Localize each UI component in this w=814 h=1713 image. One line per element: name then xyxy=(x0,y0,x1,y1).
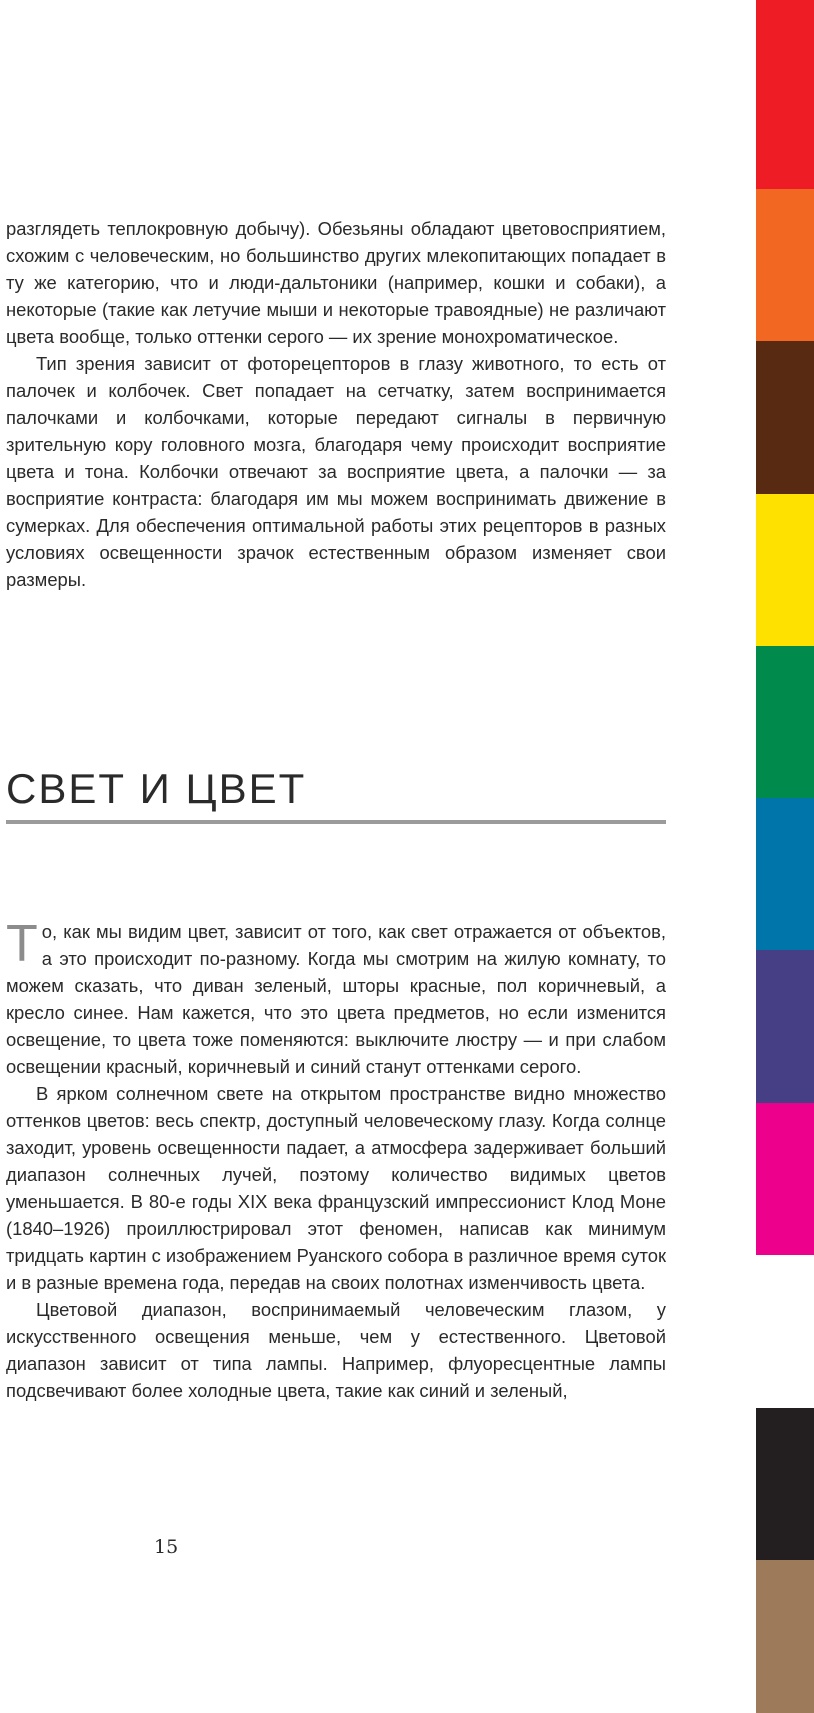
color-swatch xyxy=(756,1103,814,1255)
paragraph: Тип зрения зависит от фоторецепторов в глазу животного, то есть от палочек и колбочек. Свет попадает на сетчатку, затем воспринимается палочками и колбочками, которые передают сигналы в первичную зрительную кору головного мозга, благодаря чему происходит восприятие цвета и тона. Колбочки отвечают за восприятие цвета, а палочки — за восприятие контраста: благодаря им мы можем воспринимать движение в сумерках. Для обеспечения оптимальной работы этих рецепторов в разных условиях освещенности зрачок естественным образом изменяет свои размеры. xyxy=(6,353,666,590)
color-swatch xyxy=(756,0,814,189)
body-text-top xyxy=(6,215,666,593)
drop-cap: Т xyxy=(6,915,38,973)
color-swatch xyxy=(756,646,814,798)
lead-paragraph-text: о, как мы видим цвет, зависит от того, как свет отражается от объектов, а это происходит по-разному. Когда мы смотрим на жилую комнату, то можем сказать, что диван зеленый, шторы красные, пол коричневый, а кресло синее. Нам кажется, что это цвета предметов, но если изменится освещение, то цвета тоже поменяются: выключите люстру — и при слабом освещении красный, коричневый и синий станут оттенками серого. xyxy=(6,921,666,1077)
color-swatch xyxy=(756,189,814,341)
section-title: СВЕТ И ЦВЕТ xyxy=(6,765,307,812)
title-underline xyxy=(6,820,666,824)
color-swatch xyxy=(756,1408,814,1560)
color-swatch xyxy=(756,1560,814,1713)
paragraph: Цветовой диапазон, воспринимаемый человеческим глазом, у искусственного освещения меньше, чем у естественного. Цветовой диапазон зависит от типа лампы. Например, флуоресцентные лампы подсвечивают более холодные цвета, такие как синий и зеленый, xyxy=(6,1299,666,1401)
color-swatch xyxy=(756,798,814,950)
paragraph: разглядеть теплокровную добычу). Обезьяны обладают цветовосприятием, схожим с человеческим, но большинство других млекопитающих попадает в ту же категорию, что и люди-дальтоники (например, кошки и собаки), а некоторые (такие как летучие мыши и некоторые травоядные) не различают цвета вообще, только оттенки серого — их зрение монохроматическое. xyxy=(6,218,666,347)
lead-paragraph xyxy=(6,915,666,1080)
body-text-bottom xyxy=(6,915,666,1404)
paragraph: В ярком солнечном свете на открытом пространстве видно множество оттенков цветов: весь спектр, доступный человеческому глазу. Когда солнце заходит, уровень освещенности падает, а атмосфера задерживает больший диапазон солнечных лучей, поэтому количество видимых цветов уменьшается. В 80-е годы XIX века французский импрессионист Клод Моне (1840–1926) проиллюстрировал этот феномен, написав как минимум тридцать картин с изображением Руанского собора в различное время суток и в разные времена года, передав на своих полотнах изменчивость цвета. xyxy=(6,1083,666,1293)
color-swatch xyxy=(756,950,814,1103)
color-swatch xyxy=(756,341,814,494)
page-number: 15 xyxy=(154,1536,179,1558)
color-swatch xyxy=(756,494,814,646)
color-swatch xyxy=(756,1255,814,1408)
color-index-strip xyxy=(756,0,814,1713)
